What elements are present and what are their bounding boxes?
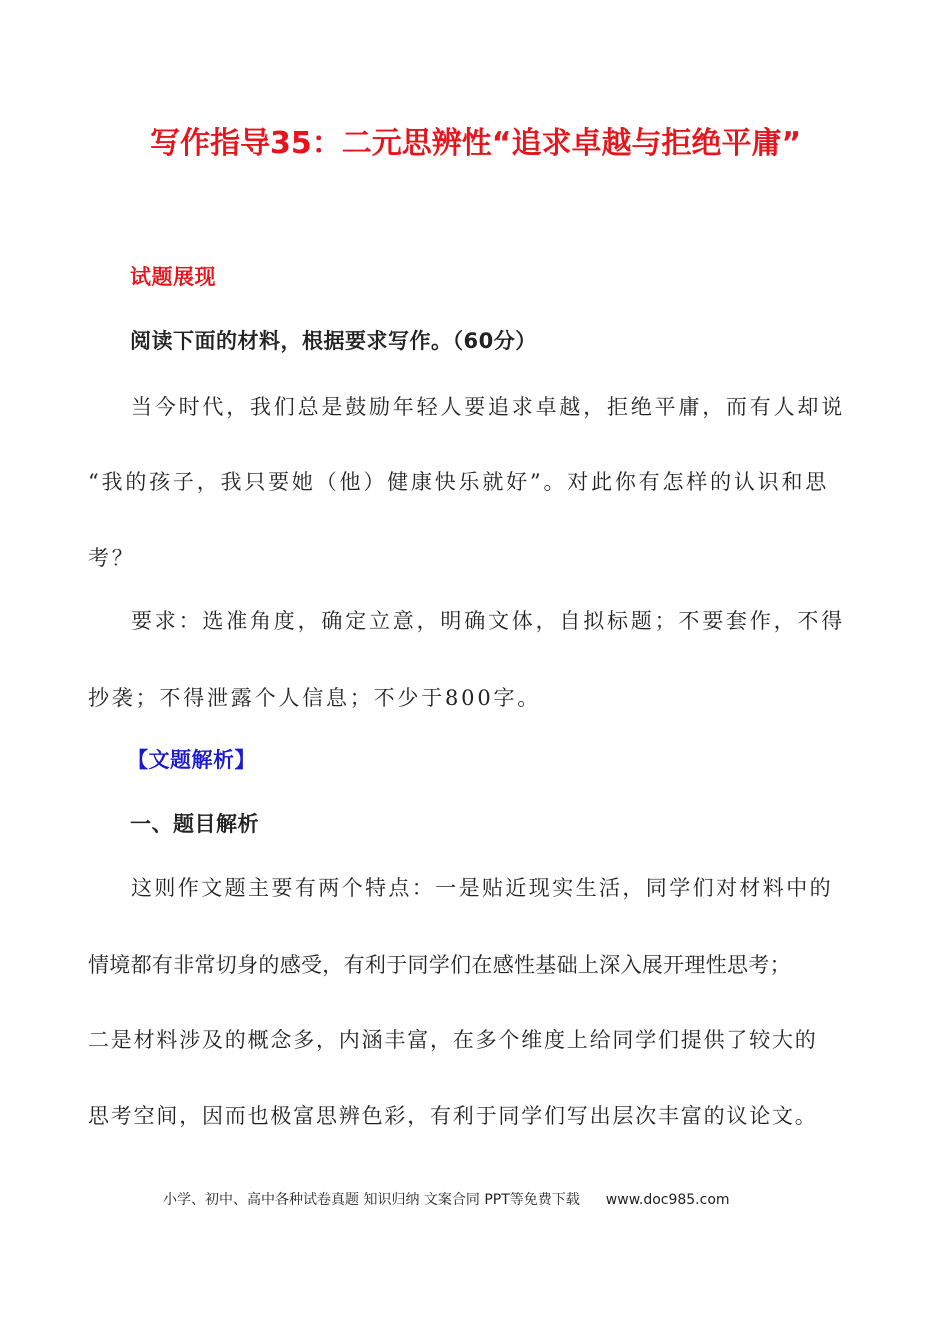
analysis-line: 思考空间，因而也极富思辨色彩，有利于同学们写出层次丰富的议论文。 bbox=[88, 1104, 818, 1128]
page-title: 写作指导35：二元思辨性“追求卓越与拒绝平庸” bbox=[150, 126, 802, 161]
footer-text: 小学、初中、高中各种试卷真题 知识归纳 文案合同 PPT等免费下载 bbox=[163, 1192, 580, 1208]
section-heading-analysis: 【文题解析】 bbox=[127, 748, 256, 772]
material-line: 当今时代，我们总是鼓励年轻人要追求卓越，拒绝平庸，而有人却说 bbox=[131, 395, 845, 419]
subheading-topic-analysis: 一、题目解析 bbox=[130, 812, 259, 836]
analysis-line: 情境都有非常切身的感受，有利于同学们在感性基础上深入展开理性思考； bbox=[88, 953, 791, 977]
prompt-instruction: 阅读下面的材料，根据要求写作。（60分） bbox=[130, 329, 537, 353]
analysis-line: 二是材料涉及的概念多，内涵丰富，在多个维度上给同学们提供了较大的 bbox=[88, 1028, 818, 1052]
requirements-line: 要求：选准角度，确定立意，明确文体，自拟标题；不要套作，不得 bbox=[131, 609, 845, 633]
analysis-line: 这则作文题主要有两个特点：一是贴近现实生活，同学们对材料中的 bbox=[131, 876, 833, 900]
material-line: “我的孩子，我只要她（他）健康快乐就好”。对此你有怎样的认识和思 bbox=[88, 470, 830, 494]
section-heading-question: 试题展现 bbox=[130, 265, 216, 289]
footer-url-link[interactable]: www.doc985.com bbox=[605, 1192, 730, 1208]
requirements-line: 抄袭；不得泄露个人信息；不少于800字。 bbox=[88, 686, 542, 710]
page-footer bbox=[163, 1189, 730, 1209]
material-line: 考？ bbox=[88, 546, 136, 570]
